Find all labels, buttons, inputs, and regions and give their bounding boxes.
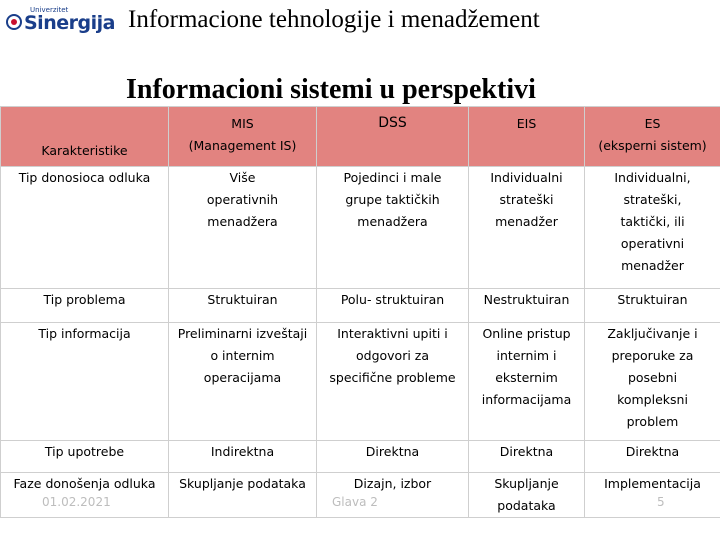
table-cell bbox=[585, 289, 720, 323]
comparison-table bbox=[0, 106, 720, 518]
cell-line: Zaključivanje i bbox=[607, 326, 698, 341]
cell-line: odgovori za bbox=[355, 348, 430, 363]
table-row bbox=[1, 167, 720, 289]
cell-line: Skupljanje bbox=[494, 476, 559, 491]
cell-line: operativnih bbox=[206, 192, 279, 207]
header-es-line: (eksperni sistem) bbox=[598, 138, 707, 153]
cell-line: preporuke za bbox=[611, 348, 694, 363]
cell-line: Više bbox=[229, 170, 256, 185]
cell-line: Direktna bbox=[625, 444, 680, 459]
cell-line: Individualni bbox=[490, 170, 563, 185]
table-cell bbox=[169, 323, 317, 441]
cell-line: Individualni, bbox=[614, 170, 691, 185]
table-row bbox=[1, 289, 720, 323]
cell-line: Struktuiran bbox=[207, 292, 278, 307]
table-cell bbox=[585, 441, 720, 473]
cell-line: taktički, ili bbox=[620, 214, 685, 229]
cell-line: Implementacija bbox=[604, 476, 701, 491]
slide-title: Informacioni sistemi u perspektivi bbox=[126, 74, 536, 105]
table-body bbox=[1, 167, 720, 518]
table-cell bbox=[469, 473, 585, 518]
cell-line: Dizajn, izbor bbox=[353, 476, 432, 491]
cell-line: Nestruktuiran bbox=[483, 292, 570, 307]
header-eis: EIS bbox=[469, 107, 585, 167]
header-mis-line: (Management IS) bbox=[188, 138, 297, 153]
table-cell bbox=[317, 323, 469, 441]
table-cell bbox=[469, 167, 585, 289]
cell-line: menadžera bbox=[357, 214, 428, 229]
footer-date: 01.02.2021 bbox=[42, 495, 111, 509]
cell-line: podataka bbox=[497, 498, 556, 513]
table-header-row bbox=[1, 107, 720, 167]
table-cell bbox=[469, 323, 585, 441]
cell-line: internim i bbox=[496, 348, 557, 363]
course-title: Informacione tehnologije i menadžement bbox=[128, 6, 540, 33]
cell-line: Pojedinci i male bbox=[343, 170, 442, 185]
row-label: Tip problema bbox=[1, 289, 169, 323]
header-dss: DSS bbox=[317, 107, 469, 167]
row-label: Tip donosioca odluka bbox=[1, 167, 169, 289]
header-es bbox=[585, 107, 720, 167]
cell-line: Indirektna bbox=[210, 444, 275, 459]
cell-line: Online pristup bbox=[482, 326, 571, 341]
cell-line: grupe taktičkih bbox=[345, 192, 440, 207]
cell-line: strateški, bbox=[623, 192, 682, 207]
table-cell bbox=[469, 289, 585, 323]
cell-line: operativni bbox=[620, 236, 685, 251]
table-cell bbox=[585, 167, 720, 289]
table-cell bbox=[585, 473, 720, 518]
header-mis-line: MIS bbox=[231, 116, 254, 131]
cell-line: posebni bbox=[627, 370, 678, 385]
header-es-line: ES bbox=[644, 116, 661, 131]
cell-line: operacijama bbox=[203, 370, 282, 385]
cell-line: Direktna bbox=[499, 444, 554, 459]
header-karakteristike: Karakteristike bbox=[1, 107, 169, 167]
cell-line: menadžera bbox=[207, 214, 278, 229]
cell-line: specifične probleme bbox=[329, 370, 456, 385]
cell-line: Preliminarni izveštaji bbox=[177, 326, 308, 341]
table-cell bbox=[317, 167, 469, 289]
cell-line: kompleksni bbox=[617, 392, 688, 407]
row-label: Tip upotrebe bbox=[1, 441, 169, 473]
cell-line: eksternim bbox=[495, 370, 558, 385]
table-cell bbox=[169, 441, 317, 473]
table-cell bbox=[317, 441, 469, 473]
logo-name-text: Sinergija bbox=[24, 12, 115, 34]
page-number: 5 bbox=[657, 495, 665, 509]
cell-line: Struktuiran bbox=[617, 292, 688, 307]
table-row bbox=[1, 323, 720, 441]
cell-line: menadžer bbox=[621, 258, 684, 273]
table-cell bbox=[169, 289, 317, 323]
cell-line: Direktna bbox=[365, 444, 420, 459]
cell-line: Interaktivni upiti i bbox=[337, 326, 448, 341]
cell-line: strateški bbox=[499, 192, 554, 207]
sinergija-logo-icon bbox=[6, 14, 22, 30]
university-logo bbox=[6, 6, 115, 34]
table-cell bbox=[169, 167, 317, 289]
table-cell bbox=[317, 289, 469, 323]
row-label: Tip informacija bbox=[1, 323, 169, 441]
cell-line: problem bbox=[626, 414, 679, 429]
logo-university-text: Univerzitet bbox=[30, 6, 69, 14]
table-cell bbox=[169, 473, 317, 518]
table-row bbox=[1, 441, 720, 473]
table-cell bbox=[469, 441, 585, 473]
table-cell bbox=[585, 323, 720, 441]
header-mis bbox=[169, 107, 317, 167]
row-label: Faze donošenja odluka bbox=[1, 473, 169, 518]
cell-line: Skupljanje podataka bbox=[179, 476, 306, 491]
cell-line: menadžer bbox=[495, 214, 558, 229]
cell-line: o internim bbox=[210, 348, 275, 363]
cell-line: Polu- struktuiran bbox=[340, 292, 445, 307]
footer-chapter: Glava 2 bbox=[332, 495, 378, 509]
cell-line: informacijama bbox=[481, 392, 572, 407]
